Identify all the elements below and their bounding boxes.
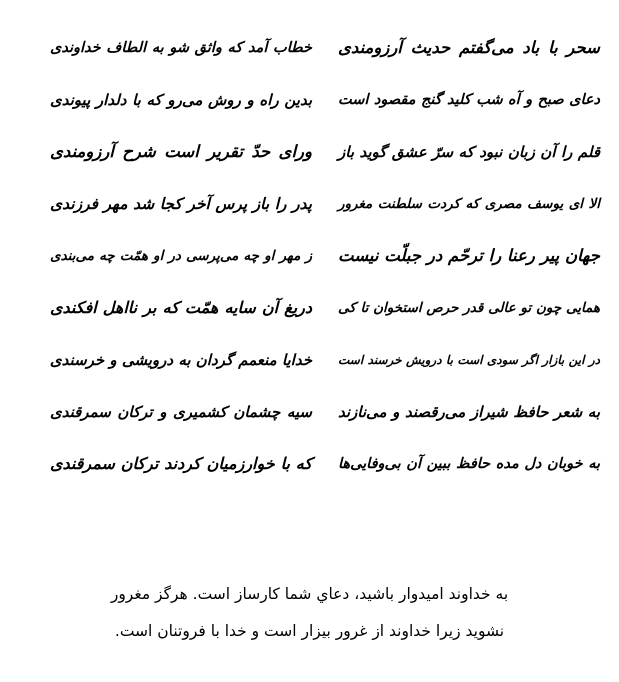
poem-ghazal: [0, 22, 619, 490]
poem-verse: به شعر حافظ شیراز می‌رقصند و می‌نازند: [338, 403, 600, 421]
poem-left-column: [50, 22, 312, 490]
poem-verse: سیه چشمان کشمیری و ترکان سمرقندی: [50, 403, 312, 421]
poem-verse: خدایا منعمم گردان به درویشی و خرسندی: [49, 351, 312, 369]
poem-verse: پدر را باز پرس آخر کجا شد مهر فرزندی: [50, 194, 312, 213]
poem-verse: الا ای یوسف مصری که کردت سلطنت مغرور: [338, 196, 600, 212]
poem-verse: ورای حدّ تقریر است شرح آرزومندی: [50, 142, 312, 161]
caption-line: به خداوند امیدوار باشید، دعاي شما کارساز است. هرگز مغرور: [110, 585, 509, 603]
poem-verse: ز مهر او چه می‌پرسی در او همّت چه می‌بندی: [50, 248, 312, 264]
poem-verse: قلم را آن زبان نبود که سرّ عشق گوید باز: [338, 143, 600, 161]
poem-verse: خطاب آمد که واثق شو به الطاف خداوندی: [50, 39, 312, 56]
caption-text: [40, 576, 579, 650]
poem-verse: همایی چون تو عالی قدر حرص استخوان تا کی: [338, 300, 600, 316]
poem-verse: دعای صبح و آه شب کلید گنج مقصود است: [338, 91, 600, 108]
poem-verse: بدین راه و روش می‌رو که با دلدار پیوندی: [50, 91, 312, 109]
poem-verse: دریغ آن سایه همّت که بر نااهل افکندی: [50, 298, 312, 317]
poem-verse: که با خوارزمیان کردند ترکان سمرقندی: [50, 454, 312, 473]
poem-verse: در این بازار اگر سودی است با درویش خرسند است: [338, 353, 600, 367]
poem-right-column: [338, 22, 600, 490]
caption-line: نشوید زیرا خداوند از غرور بیزار است و خدا با فروتنان است.: [114, 622, 505, 640]
poem-verse: به خوبان دل مده حافظ ببین آن بی‌وفایی‌ها: [338, 455, 600, 472]
poem-verse: جهان پیر رعنا را ترحّم در جبلّت نیست: [338, 246, 600, 265]
poem-verse: سحر با باد می‌گفتم حدیث آرزومندی: [338, 38, 600, 57]
